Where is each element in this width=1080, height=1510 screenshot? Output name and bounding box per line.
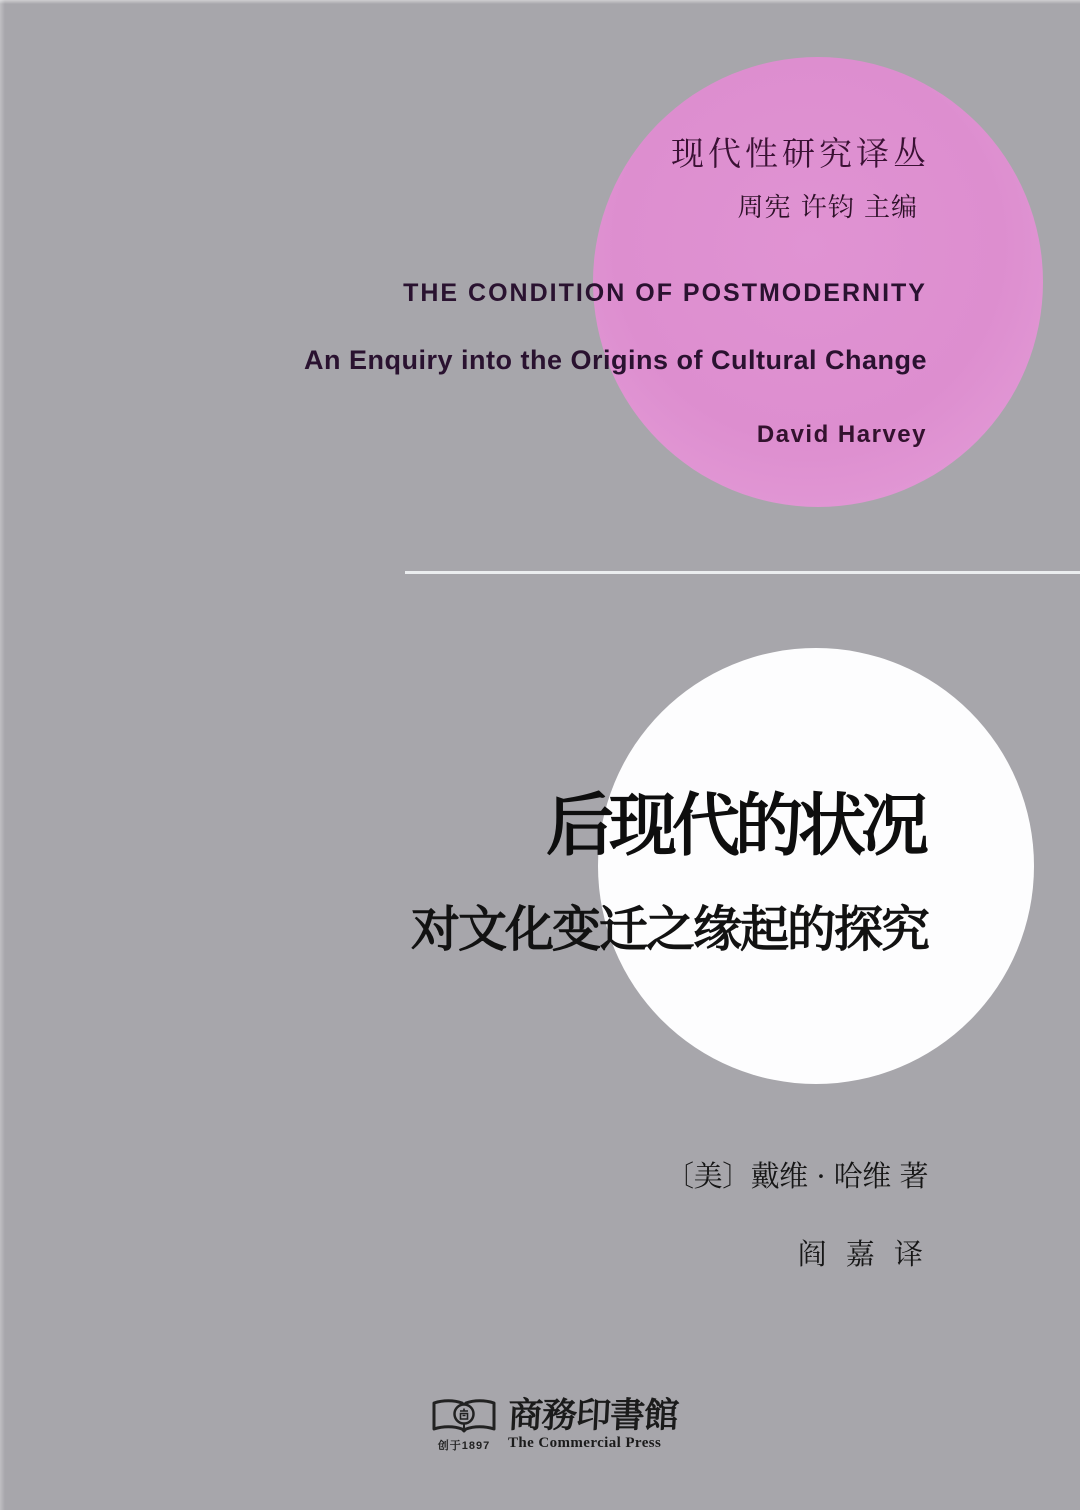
publisher-logo — [430, 1398, 498, 1453]
chinese-title: 后现代的状况 — [545, 786, 924, 866]
english-title: THE CONDITION OF POSTMODERNITY — [403, 279, 927, 307]
scan-edge-highlight-left — [0, 0, 5, 1510]
publisher-block — [430, 1395, 680, 1453]
series-title: 现代性研究译丛 — [671, 134, 930, 173]
publisher-name-english: The Commercial Press — [508, 1435, 662, 1451]
translator-credit: 阎 嘉 译 — [797, 1237, 928, 1271]
divider-line — [405, 571, 1080, 574]
publisher-founded-label: 创于1897 — [437, 1440, 491, 1452]
white-circle-background — [598, 648, 1034, 1084]
english-author: David Harvey — [756, 421, 927, 448]
chinese-subtitle: 对文化变迁之缘起的探究 — [410, 900, 928, 958]
author-credit: 〔美〕戴维 · 哈维 著 — [665, 1159, 928, 1193]
scan-edge-highlight-top — [0, 0, 1080, 4]
series-editors: 周宪 许钧 主编 — [737, 193, 918, 223]
open-book-icon — [430, 1398, 498, 1436]
english-subtitle: An Enquiry into the Origins of Cultural Change — [304, 345, 927, 375]
publisher-name-chinese: 商務印書館 — [506, 1395, 680, 1436]
